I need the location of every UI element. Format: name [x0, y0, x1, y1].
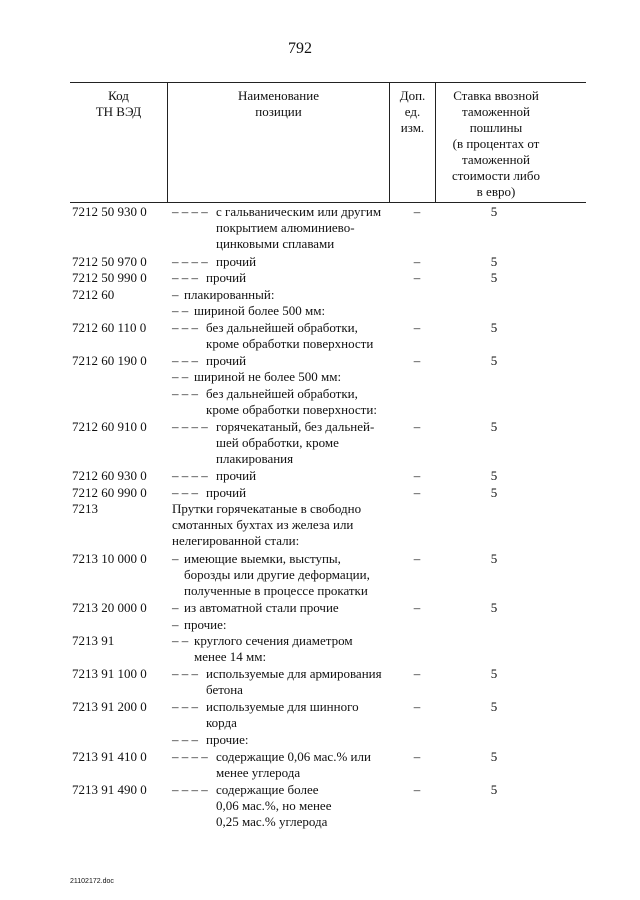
position-name-line: без дальнейшей обработки,: [206, 319, 358, 335]
duty-rate: 5: [490, 253, 498, 269]
position-name: [216, 749, 371, 781]
duty-rate: 5: [490, 550, 498, 566]
footer-filename: 21102172.doc: [70, 878, 114, 885]
tnved-code: 7213 91 200 0: [72, 699, 147, 714]
header-name-line: позиции: [255, 104, 302, 119]
header-unit: [390, 88, 435, 136]
position-name: [216, 468, 256, 484]
header-unit-line: изм.: [400, 120, 425, 135]
table-row: [0, 287, 640, 304]
header-rate-line: (в процентах от: [452, 136, 540, 151]
position-name-line: 0,06 мас.%, но менее: [216, 797, 332, 813]
position-name-line: прочий: [206, 484, 247, 500]
header-rate-line: таможенной: [462, 152, 530, 167]
position-name-line: смотанных бухтах из железа или: [172, 517, 354, 532]
indent-dashes: – –: [172, 633, 189, 648]
tnved-code: 7213 10 000 0: [72, 550, 147, 566]
indent-dashes: –: [172, 600, 179, 615]
indent-dashes: – – –: [172, 732, 198, 747]
header-code-line: Код: [108, 88, 129, 103]
position-name: [216, 419, 374, 467]
table-row: [0, 485, 640, 502]
additional-unit: –: [413, 699, 421, 714]
table-row: [0, 666, 640, 699]
position-name-line: плакированный:: [184, 286, 275, 302]
position-name-line: используемые для армирования: [206, 666, 382, 681]
table-row: [0, 551, 640, 601]
position-name: [194, 633, 353, 665]
position-name-line: шириной не более 500 мм:: [194, 369, 342, 384]
indent-dashes: – – –: [172, 270, 198, 285]
additional-unit: –: [413, 319, 421, 335]
position-name: [216, 204, 381, 252]
tnved-code: 7212 60: [72, 286, 115, 302]
position-name-line: прочий: [216, 253, 257, 269]
position-name: [216, 782, 331, 830]
additional-unit: –: [413, 666, 421, 681]
position-name-line: кроме обработки поверхности:: [206, 401, 377, 417]
indent-dashes: – – –: [172, 385, 198, 401]
duty-rate: 5: [490, 468, 498, 483]
tnved-code: 7212 50 930 0: [72, 204, 147, 219]
table-row: [0, 419, 640, 469]
additional-unit: –: [413, 204, 421, 219]
table-row: [0, 633, 640, 666]
tnved-code: 7212 60 990 0: [72, 484, 147, 500]
page-number: 792: [288, 40, 312, 57]
position-name: [206, 270, 246, 286]
indent-dashes: – – – –: [172, 204, 208, 219]
position-name-line: прочий: [206, 270, 247, 285]
additional-unit: –: [413, 484, 421, 500]
position-name: [194, 369, 341, 385]
duty-rate: 5: [490, 748, 498, 764]
position-name-line: прочий: [206, 352, 247, 368]
position-name: [184, 287, 274, 303]
tnved-code: 7212 60 110 0: [72, 319, 147, 335]
additional-unit: –: [413, 600, 421, 615]
header-code: [70, 88, 167, 120]
indent-dashes: – – –: [172, 352, 198, 368]
position-name-line: 0,25 мас.% углерода: [216, 813, 328, 829]
tnved-code: 7213 20 000 0: [72, 600, 147, 615]
table-row: [0, 204, 640, 254]
position-name-line: кроме обработки поверхности: [206, 335, 374, 351]
table-row: [0, 468, 640, 485]
indent-dashes: –: [172, 286, 179, 302]
indent-dashes: – – – –: [172, 253, 208, 269]
position-name: [206, 699, 359, 731]
duty-rate: 5: [490, 781, 498, 797]
position-name-line: содержащие 0,06 мас.% или: [216, 748, 371, 764]
tnved-code: 7212 60 910 0: [72, 418, 147, 434]
position-name: [172, 501, 361, 549]
header-bottom-rule: [70, 202, 586, 203]
position-name-line: нелегированной стали:: [172, 533, 300, 548]
indent-dashes: – – –: [172, 319, 198, 335]
table-row: [0, 501, 640, 551]
position-name: [206, 386, 377, 418]
position-name: [206, 353, 246, 369]
position-name-line: круглого сечения диаметром: [194, 633, 353, 648]
position-name: [194, 303, 325, 319]
tnved-code: 7212 50 970 0: [72, 253, 147, 269]
position-name-line: полученные в процессе прокатки: [184, 582, 368, 598]
position-name-line: имеющие выемки, выступы,: [184, 550, 341, 566]
position-name-line: плакирования: [216, 450, 294, 466]
additional-unit: –: [413, 352, 421, 368]
indent-dashes: – – –: [172, 699, 198, 714]
indent-dashes: – –: [172, 369, 189, 384]
position-name: [206, 485, 246, 501]
tnved-code: 7213 91: [72, 633, 115, 648]
tnved-code: 7213 91 100 0: [72, 666, 147, 681]
header-rate: [436, 88, 556, 200]
position-name-line: бетона: [206, 682, 243, 697]
position-name: [184, 551, 370, 599]
duty-rate: 5: [490, 270, 498, 285]
tnved-code: 7213 91 490 0: [72, 781, 147, 797]
duty-rate: 5: [490, 319, 498, 335]
position-name: [216, 254, 256, 270]
tnved-code: 7212 60 190 0: [72, 352, 147, 368]
position-name-line: покрытием алюминиево-: [216, 220, 355, 235]
header-name: [168, 88, 389, 120]
table-row: [0, 353, 640, 370]
duty-rate: 5: [490, 600, 498, 615]
additional-unit: –: [413, 418, 421, 434]
additional-unit: –: [413, 253, 421, 269]
header-unit-line: Доп.: [399, 88, 426, 103]
table-row: [0, 732, 640, 749]
table-row: [0, 320, 640, 353]
header-rate-line: Ставка ввозной: [453, 88, 539, 103]
header-rate-line: стоимости либо: [451, 168, 540, 183]
header-unit-line: ед.: [404, 104, 421, 119]
position-name-line: менее 14 мм:: [194, 649, 267, 664]
position-name-line: используемые для шинного: [206, 699, 359, 714]
position-name-line: цинковыми сплавами: [216, 236, 335, 251]
header-rate-line: в евро): [476, 184, 516, 199]
tnved-code: 7213: [72, 501, 98, 516]
position-name-line: Прутки горячекатаные в свободно: [172, 501, 362, 516]
indent-dashes: – – –: [172, 484, 198, 500]
duty-rate: 5: [490, 666, 498, 681]
header-rate-line: таможенной: [462, 104, 530, 119]
position-name-line: шириной более 500 мм:: [194, 303, 326, 318]
position-name: [206, 732, 249, 748]
table-row: [0, 699, 640, 732]
position-name-line: корда: [206, 715, 237, 730]
position-name-line: прочий: [216, 468, 257, 483]
indent-dashes: – – –: [172, 666, 198, 681]
indent-dashes: – – – –: [172, 748, 208, 764]
table-row: [0, 749, 640, 782]
additional-unit: –: [413, 748, 421, 764]
tnved-code: 7212 60 930 0: [72, 468, 147, 483]
indent-dashes: – – – –: [172, 418, 208, 434]
table-row: [0, 303, 640, 320]
additional-unit: –: [413, 781, 421, 797]
additional-unit: –: [413, 270, 421, 285]
duty-rate: 5: [490, 204, 498, 219]
table-row: [0, 782, 640, 832]
duty-rate: 5: [490, 418, 498, 434]
position-name-line: шей обработки, кроме: [216, 434, 339, 450]
position-name: [206, 320, 373, 352]
header-top-rule: [70, 82, 586, 83]
table-row: [0, 254, 640, 271]
position-name: [206, 666, 382, 698]
tnved-code: 7213 91 410 0: [72, 748, 147, 764]
additional-unit: –: [413, 468, 421, 483]
position-name-line: горячекатаный, без дальней-: [216, 418, 375, 434]
position-name: [184, 600, 339, 616]
position-name-line: с гальваническим или другим: [216, 204, 382, 219]
header-name-line: Наименование: [238, 88, 319, 103]
table-row: [0, 600, 640, 617]
indent-dashes: –: [172, 616, 179, 632]
position-name-line: содержащие более: [216, 781, 319, 797]
position-name-line: без дальнейшей обработки,: [206, 385, 358, 401]
duty-rate: 5: [490, 484, 498, 500]
indent-dashes: – – – –: [172, 781, 208, 797]
indent-dashes: – – – –: [172, 468, 208, 483]
table-row: [0, 386, 640, 419]
position-name: [184, 617, 227, 633]
duty-rate: 5: [490, 352, 498, 368]
header-code-line: ТН ВЭД: [95, 104, 142, 119]
position-name-line: из автоматной стали прочие: [184, 600, 339, 615]
position-name-line: прочие:: [206, 732, 249, 747]
tnved-code: 7212 50 990 0: [72, 270, 147, 285]
header-rate-line: пошлины: [469, 120, 523, 135]
table-row: [0, 270, 640, 287]
indent-dashes: –: [172, 550, 179, 566]
indent-dashes: – –: [172, 303, 189, 318]
position-name-line: прочие:: [184, 616, 227, 632]
duty-rate: 5: [490, 699, 498, 714]
position-name-line: менее углерода: [216, 764, 301, 780]
table-row: [0, 617, 640, 634]
position-name-line: борозды или другие деформации,: [184, 566, 370, 582]
table-row: [0, 369, 640, 386]
additional-unit: –: [413, 550, 421, 566]
